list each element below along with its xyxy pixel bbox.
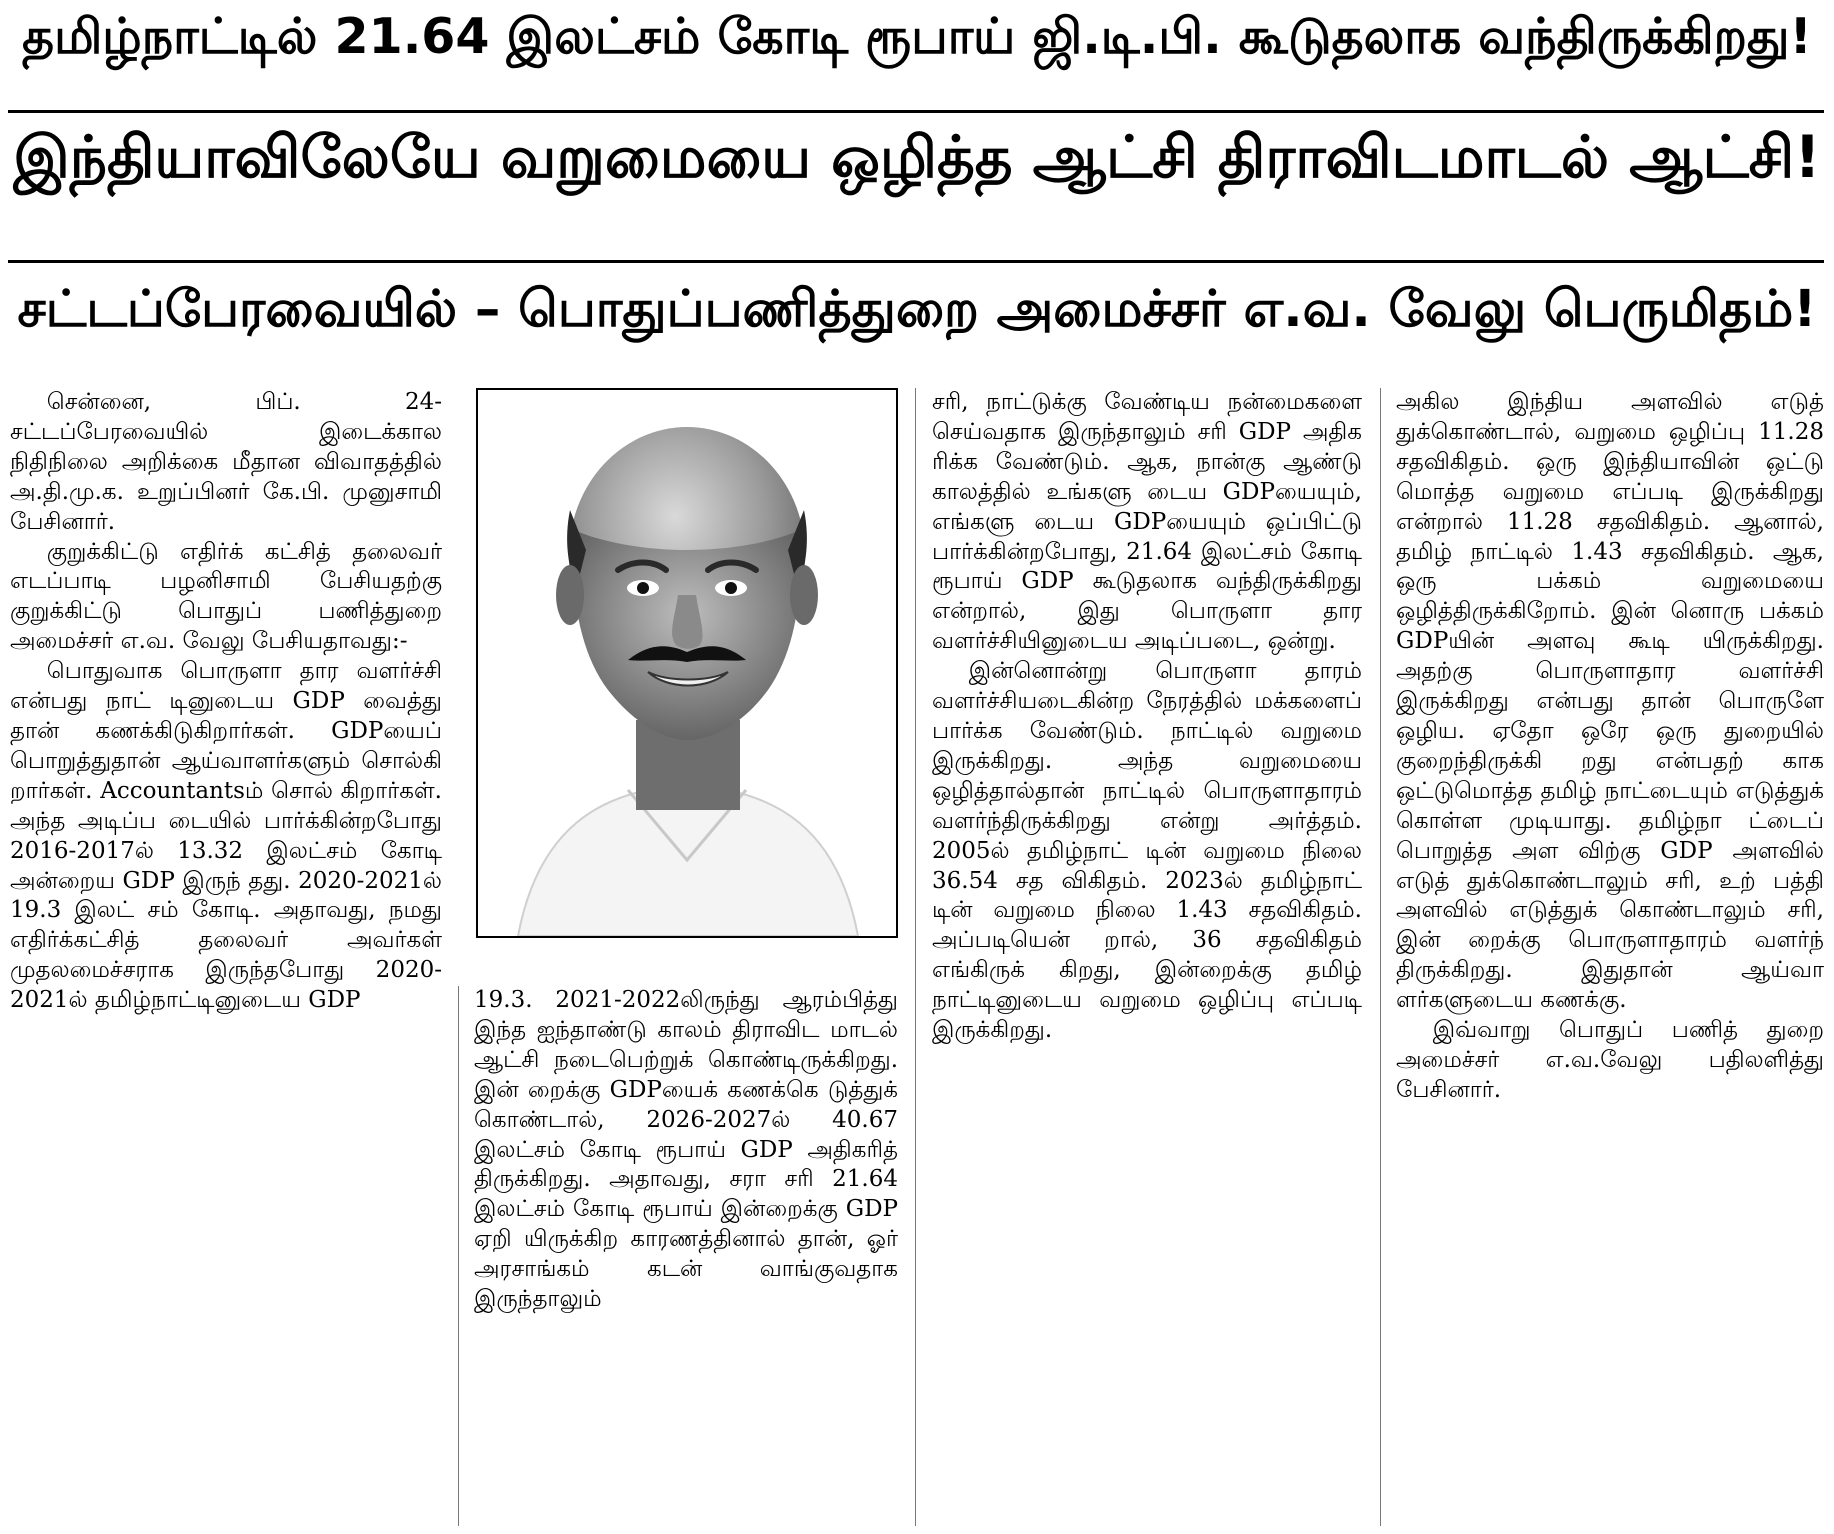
column-divider bbox=[458, 986, 459, 1526]
portrait-illustration bbox=[478, 390, 896, 936]
paragraph: சரி, நாட்டுக்கு வேண்டிய நன்மைகளை செய்வதாக இருந்தாலும் சரி GDP அதிக ரிக்க வேண்டும். ஆக, நான்கு ஆண்டு காலத்தில் உங்களு டைய GDPயையும், எங்களு டைய GDPயையும் ஒப்பிட்டு பார்க்கின்றபோது, 21.64 இலட்சம் கோடி ரூபாய் GDP கூடுதலாக வந்திருக்கிறது என்றால், இது பொருளா தார வளர்ச்சியினுடைய அடிப்படை, ஒன்று. bbox=[932, 389, 1362, 655]
paragraph: பொதுவாக பொருளா தார வளர்ச்சி என்பது நாட் டினுடைய GDP வைத்து தான் கணக்கிடுகிறார்கள். GDPயைப் பொறுத்துதான் ஆய்வாளர்களும் சொல்கி றார்கள். Accountantsம் சொல் கிறார்கள். அந்த அடிப்ப டையில் பார்க்கின்றபோது 2016-2017ல் 13.32 இலட்சம் கோடி அன்றைய GDP இருந் தது. 2020-2021ல் 19.3 இலட் சம் கோடி. அதாவது, நமது எதிர்க்கட்சித் தலைவர் அவர்கள் முதலமைச்சராக இருந்தபோது 2020-2021ல் தமிழ்நாட்டினுடைய GDP bbox=[10, 658, 442, 1014]
paragraph: இன்னொன்று பொருளா தாரம் வளர்ச்சியடைகின்ற நேரத்தில் மக்களைப் பார்க்க வேண்டும். நாட்டில் வறுமை இருக்கிறது. அந்த வறுமையை ஒழித்தால்தான் நாட்டில் பொருளாதாரம் வளர்ந்திருக்கிறது என்று அர்த்தம். 2005ல் தமிழ்நாட் டின் வறுமை நிலை 36.54 சத விகிதம். 2023ல் தமிழ்நாட் டின் வறுமை நிலை 1.43 சதவிகிதம். அப்படியென் றால், 36 சதவிகிதம் எங்கிருக் கிறது, இன்றைக்கு தமிழ் நாட்டினுடைய வறுமை ஒழிப்பு எப்படி இருக்கிறது. bbox=[932, 658, 1362, 1044]
article-column-1 bbox=[10, 388, 442, 1528]
portrait-photo bbox=[476, 388, 898, 938]
headline-rule-top bbox=[8, 110, 1824, 113]
top-headline: தமிழ்நாட்டில் 21.64 இலட்சம் கோடி ரூபாய் ஜி.டி.பி. கூடுதலாக வந்திருக்கிறது! bbox=[22, 8, 1812, 65]
paragraph: இவ்வாறு பொதுப் பணித் துறை அமைச்சர் எ.வ.வேலு பதிலளித்து பேசினார். bbox=[1396, 1017, 1824, 1103]
paragraph: சென்னை, பிப். 24- சட்டப்பேரவையில் இடைக்கால நிதிநிலை அறிக்கை மீதான விவாதத்தில் அ.தி.மு.க. உறுப்பினர் கே.பி. முனுசாமி பேசினார். bbox=[10, 389, 442, 535]
column-divider bbox=[915, 388, 916, 1526]
main-headline: இந்தியாவிலேயே வறுமையை ஒழித்த ஆட்சி திராவிடமாடல் ஆட்சி! bbox=[13, 123, 1821, 191]
article-column-4 bbox=[1396, 388, 1824, 1528]
headline-rule-bottom bbox=[8, 260, 1824, 263]
paragraph: குறுக்கிட்டு எதிர்க் கட்சித் தலைவர் எடப்பாடி பழனிசாமி பேசியதற்கு குறுக்கிட்டு பொதுப் பணித்துறை அமைச்சர் எ.வ. வேலு பேசியதாவது:- bbox=[10, 538, 442, 655]
column-divider bbox=[1380, 388, 1381, 1526]
paragraph: அகில இந்திய அளவில் எடுத் துக்கொண்டால், வறுமை ஒழிப்பு 11.28 சதவிகிதம். ஒரு இந்தியாவின் ஒட்டு மொத்த வறுமை எப்படி இருக்கிறது என்றால் 11.28 சதவிகிதம். ஆனால், தமிழ் நாட்டில் 1.43 சதவிகிதம். ஆக, ஒரு பக்கம் வறுமையை ஒழித்திருக்கிறோம். இன் னொரு பக்கம் GDPயின் அளவு கூடி யிருக்கிறது. அதற்கு பொருளாதார வளர்ச்சி இருக்கிறது என்பது தான் பொருளே ஒழிய. ஏதோ ஒரே ஒரு துறையில் குறைந்திருக்கி றது என்பதற் காக ஒட்டுமொத்த தமிழ் நாட்டையும் எடுத்துக் கொள்ள முடியாது. தமிழ்நா ட்டைப் பொறுத்த அள விற்கு GDP அளவில் எடுத் துக்கொண்டாலும் சரி, உற் பத்தி அளவில் எடுத்துக் கொண்டாலும் சரி, இன் றைக்கு பொருளாதாரம் வளர்ந் திருக்கிறது. இதுதான் ஆய்வா ளர்களுடைய கணக்கு. bbox=[1396, 389, 1824, 1014]
article-column-3 bbox=[932, 388, 1362, 1528]
sub-headline: சட்டப்பேரவையில் – பொதுப்பணித்துறை அமைச்சர் எ.வ. வேலு பெருமிதம்! bbox=[17, 280, 1817, 339]
article-column-2 bbox=[474, 986, 898, 1528]
paragraph: 19.3. 2021-2022லிருந்து ஆரம்பித்து இந்த ஐந்தாண்டு காலம் திராவிட மாடல் ஆட்சி நடைபெற்றுக் கொண்டிருக்கிறது. இன் றைக்கு GDPயைக் கணக்கெ டுத்துக் கொண்டால், 2026-2027ல் 40.67 இலட்சம் கோடி ரூபாய் GDP அதிகரித் திருக்கிறது. அதாவது, சரா சரி 21.64 இலட்சம் கோடி ரூபாய் இன்றைக்கு GDP ஏறி யிருக்கிற காரணத்தினால் தான், ஓர் அரசாங்கம் கடன் வாங்குவதாக இருந்தாலும் bbox=[474, 987, 898, 1313]
